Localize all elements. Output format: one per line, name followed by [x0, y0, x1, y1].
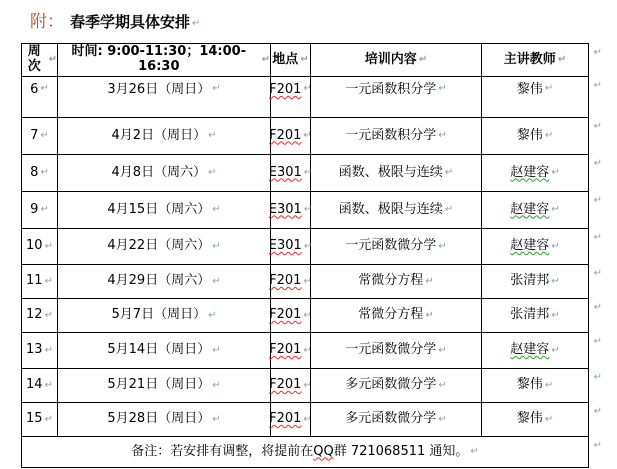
pilcrow-mark: ↵ — [551, 275, 560, 287]
teacher-cell — [482, 229, 588, 264]
schedule-row — [22, 333, 602, 369]
week-cell-text: 7 — [30, 127, 39, 143]
pilcrow-mark: ↵ — [212, 379, 221, 391]
page-title: 春季学期具体安排 — [70, 13, 191, 31]
schedule-row — [22, 403, 602, 437]
pilcrow-mark: ↵ — [303, 240, 313, 252]
header-cell-time — [58, 44, 271, 76]
pilcrow-mark: ↵ — [208, 167, 217, 179]
teacher-cell-text: 赵建容 — [510, 164, 550, 180]
schedule-table — [21, 43, 602, 468]
pilcrow-mark: ↵ — [593, 158, 602, 169]
pilcrow-mark: ↵ — [418, 54, 428, 66]
pilcrow-mark: ↵ — [593, 406, 602, 417]
date-cell-text: 4月2日（周日） — [111, 127, 207, 143]
teacher-cell-text: 张清邦 — [510, 307, 550, 323]
pilcrow-mark: ↵ — [48, 54, 57, 66]
header-cell-room-text: 地点 — [272, 51, 299, 67]
pilcrow-mark: ↵ — [438, 379, 447, 391]
note-text: 群 721068511 通知。 — [333, 443, 469, 459]
pilcrow-mark: ↵ — [593, 440, 602, 451]
pilcrow-mark: ↵ — [300, 54, 309, 66]
pilcrow-mark: ↵ — [551, 344, 560, 356]
header-cell-content — [311, 44, 482, 76]
week-cell-text: 11 — [26, 273, 43, 289]
content-cell-text: 一元函数积分学 — [345, 82, 437, 97]
pilcrow-mark: ↵ — [593, 372, 602, 383]
content-cell-text: 常微分方程 — [358, 307, 424, 323]
note-cell — [22, 437, 588, 467]
room-cell — [271, 299, 311, 332]
week-cell — [22, 333, 58, 368]
attachment-label: 附： — [30, 12, 64, 32]
room-cell — [271, 369, 311, 402]
teacher-cell — [482, 265, 588, 298]
teacher-cell — [482, 369, 588, 402]
room-cell — [268, 229, 313, 264]
pilcrow-mark: ↵ — [212, 204, 221, 216]
pilcrow-mark: ↵ — [303, 344, 312, 356]
week-cell-text: 6 — [30, 82, 39, 97]
date-cell-text: 5月21日（周日） — [107, 377, 211, 393]
room-cell-text: F201 — [269, 273, 302, 289]
content-cell — [311, 192, 482, 228]
date-cell — [58, 299, 271, 332]
pilcrow-mark: ↵ — [212, 83, 221, 94]
room-cell — [268, 155, 313, 191]
header-row — [22, 44, 602, 77]
content-cell — [311, 155, 482, 191]
room-cell — [271, 333, 311, 368]
pilcrow-mark: ↵ — [40, 167, 49, 179]
content-cell-text: 常微分方程 — [358, 273, 424, 289]
pilcrow-mark: ↵ — [212, 275, 221, 287]
week-cell — [22, 77, 58, 117]
note-text: 备注：若安排有调整，将提前在 — [131, 443, 314, 459]
header-cell-time-text: 时间: 9:00-11:30；14:00-16:30 — [71, 44, 247, 74]
teacher-cell-text: 黎伟 — [516, 127, 543, 143]
date-cell — [58, 192, 271, 228]
header-cell-room — [271, 44, 311, 76]
pilcrow-mark: ↵ — [303, 167, 313, 179]
pilcrow-mark: ↵ — [444, 167, 454, 179]
week-cell-text: 14 — [26, 377, 43, 393]
teacher-cell — [482, 403, 588, 436]
date-cell-text: 5月14日（周日） — [107, 342, 211, 358]
schedule-row — [22, 155, 602, 192]
room-cell — [271, 77, 311, 117]
pilcrow-mark: ↵ — [593, 268, 602, 279]
teacher-cell — [482, 155, 588, 191]
content-cell-text: 函数、极限与连续 — [338, 201, 443, 217]
pilcrow-mark: ↵ — [212, 240, 221, 252]
pilcrow-mark: ↵ — [593, 195, 602, 206]
teacher-cell — [482, 77, 588, 117]
pilcrow-mark: ↵ — [593, 336, 602, 347]
pilcrow-mark: ↵ — [593, 80, 602, 91]
week-cell-text: 12 — [26, 307, 43, 323]
date-cell-text: 4月15日（周六） — [107, 201, 211, 217]
pilcrow-mark: ↵ — [438, 83, 447, 94]
teacher-cell-text: 赵建容 — [510, 238, 550, 254]
pilcrow-mark: ↵ — [544, 379, 554, 391]
week-cell-text: 15 — [26, 411, 43, 427]
pilcrow-mark: ↵ — [593, 302, 602, 313]
pilcrow-mark: ↵ — [212, 413, 221, 425]
pilcrow-mark: ↵ — [192, 18, 201, 29]
pilcrow-mark: ↵ — [208, 130, 217, 142]
date-cell-text: 5月28日（周日） — [107, 411, 211, 427]
teacher-cell-text: 张清邦 — [510, 273, 550, 289]
week-cell-text: 13 — [26, 342, 43, 358]
pilcrow-mark: ↵ — [208, 309, 217, 321]
date-cell-text: 3月26日（周日） — [107, 82, 211, 97]
teacher-cell — [482, 299, 588, 332]
pilcrow-mark: ↵ — [40, 130, 49, 142]
content-cell — [311, 229, 482, 264]
content-cell-text: 一元函数积分学 — [345, 127, 437, 143]
note-row — [22, 437, 602, 467]
room-cell — [271, 403, 311, 436]
pilcrow-mark: ↵ — [261, 54, 270, 66]
week-cell — [22, 229, 58, 264]
header-cell-content-text: 培训内容 — [364, 51, 417, 67]
pilcrow-mark: ↵ — [44, 275, 53, 287]
content-cell — [311, 118, 482, 154]
schedule-row — [22, 77, 602, 118]
content-cell — [311, 77, 482, 117]
content-cell-text: 一元函数微分学 — [345, 238, 437, 254]
pilcrow-mark: ↵ — [44, 379, 53, 391]
content-cell-text: 函数、极限与连续 — [338, 164, 443, 180]
date-cell-text: 4月29日（周六） — [107, 273, 211, 289]
content-cell — [311, 333, 482, 368]
room-cell — [271, 265, 311, 298]
schedule-row — [22, 369, 602, 403]
pilcrow-mark: ↵ — [438, 130, 447, 142]
week-cell-text: 8 — [30, 164, 39, 180]
room-cell-text: E301 — [268, 164, 302, 180]
date-cell — [58, 77, 271, 117]
room-cell-text: F201 — [269, 377, 302, 393]
content-cell — [311, 403, 482, 436]
header-cell-teacher-text: 主讲教师 — [503, 51, 556, 67]
pilcrow-mark: ↵ — [303, 275, 312, 287]
week-cell — [22, 155, 58, 191]
date-cell — [58, 265, 271, 298]
teacher-cell-text: 黎伟 — [516, 377, 543, 393]
header-cell-teacher — [482, 44, 588, 76]
date-cell-text: 4月22日（周六） — [107, 238, 211, 254]
teacher-cell — [482, 192, 588, 228]
date-cell — [58, 118, 271, 154]
schedule-row — [22, 265, 602, 299]
note-text: QQ — [313, 443, 334, 459]
week-cell — [22, 299, 58, 332]
teacher-cell — [482, 333, 588, 368]
room-cell-text: F201 — [269, 307, 302, 323]
pilcrow-mark: ↵ — [40, 83, 49, 94]
pilcrow-mark: ↵ — [544, 83, 554, 94]
date-cell — [58, 155, 271, 191]
week-cell — [22, 403, 58, 436]
pilcrow-mark: ↵ — [438, 344, 447, 356]
teacher-cell-text: 黎伟 — [516, 82, 543, 97]
pilcrow-mark: ↵ — [303, 130, 312, 142]
pilcrow-mark: ↵ — [425, 275, 434, 287]
pilcrow-mark: ↵ — [303, 413, 312, 425]
week-cell — [22, 118, 58, 154]
schedule-row — [22, 118, 602, 155]
pilcrow-mark: ↵ — [44, 344, 53, 356]
pilcrow-mark: ↵ — [212, 344, 221, 356]
pilcrow-mark: ↵ — [444, 204, 454, 216]
pilcrow-mark: ↵ — [303, 379, 312, 391]
date-cell — [58, 229, 271, 264]
pilcrow-mark: ↵ — [438, 240, 447, 252]
week-cell — [22, 192, 58, 228]
teacher-cell-text: 赵建容 — [510, 201, 550, 217]
content-cell-text: 多元函数微分学 — [345, 411, 437, 427]
date-cell — [58, 333, 271, 368]
schedule-row — [22, 229, 602, 265]
room-cell-text: E301 — [268, 201, 302, 217]
pilcrow-mark: ↵ — [303, 83, 312, 94]
pilcrow-mark: ↵ — [303, 204, 313, 216]
week-cell-text: 10 — [26, 238, 43, 254]
date-cell-text: 5月7日（周日） — [111, 307, 207, 323]
room-cell-text: F201 — [269, 82, 302, 97]
pilcrow-mark: ↵ — [544, 130, 554, 142]
pilcrow-mark: ↵ — [551, 167, 560, 179]
week-cell — [22, 265, 58, 298]
pilcrow-mark: ↵ — [425, 309, 434, 321]
week-cell — [22, 369, 58, 402]
room-cell-text: F201 — [269, 411, 302, 427]
header-cell-week-text: 周次 — [27, 44, 41, 74]
pilcrow-mark: ↵ — [593, 121, 602, 132]
pilcrow-mark: ↵ — [551, 309, 560, 321]
pilcrow-mark: ↵ — [593, 232, 602, 243]
pilcrow-mark: ↵ — [551, 204, 560, 216]
document-title-line — [30, 7, 200, 32]
teacher-cell-text: 赵建容 — [510, 342, 550, 358]
teacher-cell — [482, 118, 588, 154]
week-cell-text: 9 — [30, 201, 39, 217]
room-cell — [271, 118, 311, 154]
date-cell — [58, 403, 271, 436]
room-cell-text: E301 — [268, 238, 302, 254]
content-cell — [311, 369, 482, 402]
pilcrow-mark: ↵ — [303, 309, 312, 321]
room-cell-text: F201 — [269, 342, 302, 358]
content-cell — [311, 299, 482, 332]
room-cell-text: F201 — [269, 127, 302, 143]
pilcrow-mark: ↵ — [544, 413, 554, 425]
room-cell — [268, 192, 313, 228]
pilcrow-mark: ↵ — [44, 240, 53, 252]
pilcrow-mark: ↵ — [40, 204, 49, 216]
date-cell-text: 4月8日（周六） — [111, 164, 207, 180]
pilcrow-mark: ↵ — [44, 309, 53, 321]
schedule-row — [22, 299, 602, 333]
pilcrow-mark: ↵ — [438, 413, 447, 425]
pilcrow-mark: ↵ — [470, 446, 479, 458]
header-cell-week — [22, 44, 58, 76]
pilcrow-mark: ↵ — [551, 240, 560, 252]
content-cell — [311, 265, 482, 298]
pilcrow-mark: ↵ — [44, 413, 53, 425]
pilcrow-mark: ↵ — [593, 47, 602, 58]
date-cell — [58, 369, 271, 402]
content-cell-text: 一元函数微分学 — [345, 342, 437, 358]
pilcrow-mark: ↵ — [557, 54, 567, 66]
content-cell-text: 多元函数微分学 — [345, 377, 437, 393]
teacher-cell-text: 黎伟 — [516, 411, 543, 427]
schedule-row — [22, 192, 602, 229]
